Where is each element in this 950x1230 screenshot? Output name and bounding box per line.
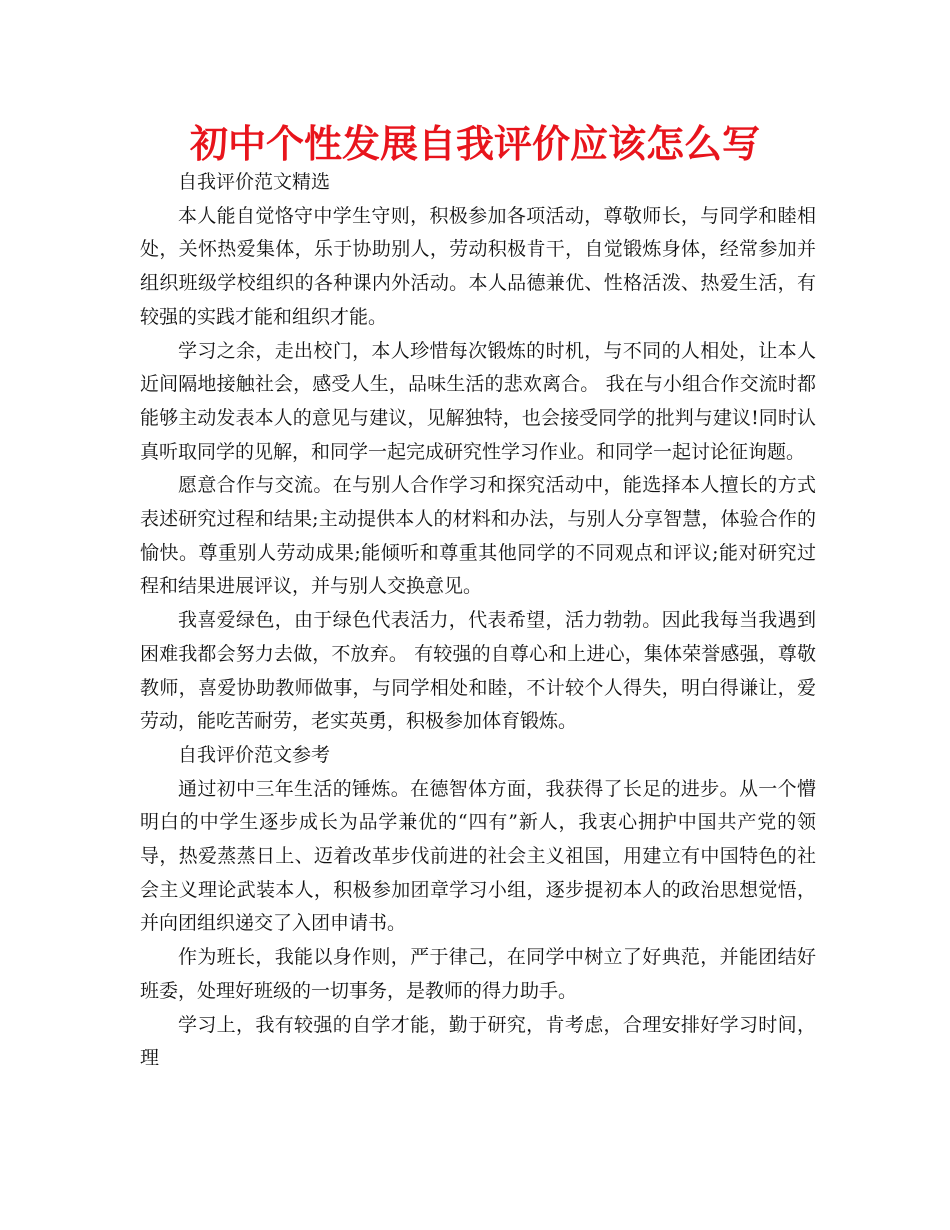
section-heading-selected-samples: 自我评价范文精选 — [178, 171, 331, 193]
section-heading-reference-samples: 自我评价范文参考 — [178, 743, 331, 766]
paragraph: 通过初中三年生活的锤炼。在德智体方面，我获得了长足的进步。从一个懵明白的中学生逐步成长为品学兼优的“四有”新人，我衷心拥护中国共产党的领导，热爱蒸蒸日上、迈着改革步伐前进的社会主义祖国，用建立有中国特色的社会主义理论武装本人，积极参加团章学习小组，逐步提初本人的政治思想觉悟，并向团组织递交了入团申请书。 — [140, 777, 816, 935]
paragraph: 作为班长，我能以身作则，严于律己，在同学中树立了好典范，并能团结好班委，处理好班级的一切事务，是教师的得力助手。 — [140, 946, 816, 1002]
paragraph: 学习之余，走出校门，本人珍惜每次锻炼的时机，与不同的人相处，让本人近间隔地接触社会，感受人生，品味生活的悲欢离合。 我在与小组合作交流时都能够主动发表本人的意见与建议，见解独特，也会接受同学的批判与建议!同时认真听取同学的见解，和同学一起完成研究性学习作业。和同学一起讨论征询题。 — [140, 339, 816, 463]
document-body — [140, 166, 816, 1076]
paragraph: 我喜爱绿色，由于绿色代表活力，代表希望，活力勃勃。因此我每当我遇到困难我都会努力去做，不放弃。 有较强的自尊心和上进心，集体荣誉感强，尊敬教师，喜爱协助教师做事，与同学相处和睦，不计较个人得失，明白得谦让，爱劳动，能吃苦耐劳，老实英勇，积极参加体育锻炼。 — [140, 609, 816, 733]
document-title: 初中个性发展自我评价应该怎么写 — [189, 122, 760, 166]
paragraph: 本人能自觉恪守中学生守则，积极参加各项活动，尊敬师长，与同学和睦相处，关怀热爱集体，乐于协助别人，劳动积极肯干，自觉锻炼身体，经常参加并组织班级学校组织的各种课内外活动。本人品德兼优、性格活泼、热爱生活，有较强的实践才能和组织才能。 — [140, 204, 816, 328]
paragraph: 愿意合作与交流。在与别人合作学习和探究活动中，能选择本人擅长的方式表述研究过程和结果;主动提供本人的材料和办法，与别人分享智慧，体验合作的愉快。尊重别人劳动成果;能倾听和尊重其他同学的不同观点和评议;能对研究过程和结果进展评议，并与别人交换意见。 — [140, 474, 816, 598]
paragraph: 学习上，我有较强的自学才能，勤于研究，肯考虑，合理安排好学习时间，理 — [140, 1013, 816, 1070]
